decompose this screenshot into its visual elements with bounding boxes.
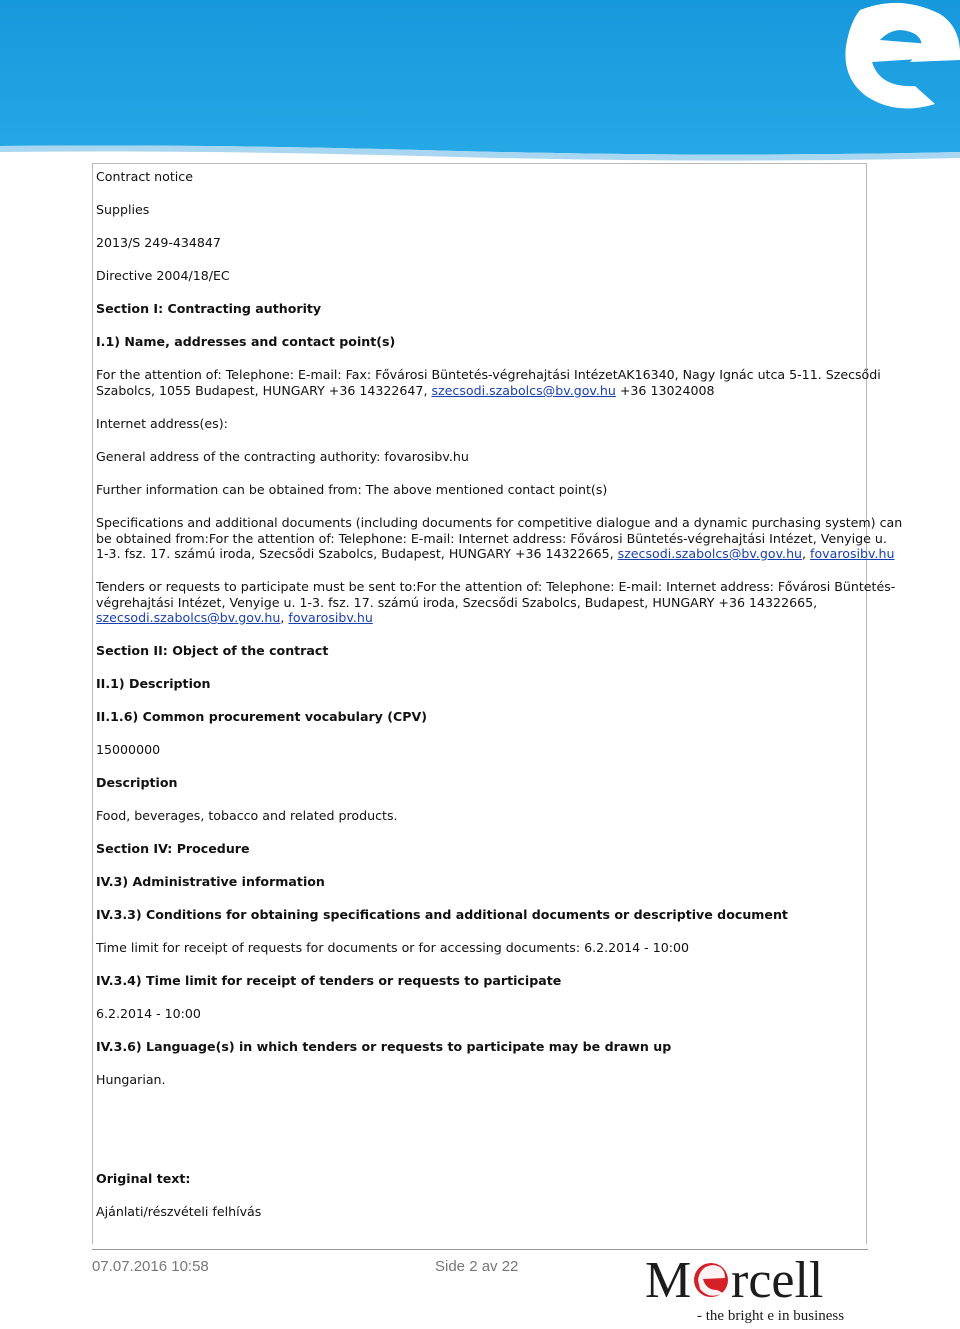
ii16-heading: II.1.6) Common procurement vocabulary (CPV)	[96, 709, 427, 724]
spec-line-3: 1-3. fsz. 17. számú iroda, Szecsődi Szabolcs, Budapest, HUNGARY +36 14322665, szecsodi.szabolcs@bv.gov.hu, fovarosibv.hu	[96, 546, 895, 561]
footer-divider	[92, 1249, 868, 1250]
tenders-line-1: Tenders or requests to participate must be sent to:For the attention of: Telephone: E-mail: Internet address: Fővárosi Büntetés-	[96, 579, 896, 594]
email-link[interactable]: szecsodi.szabolcs@bv.gov.hu	[431, 383, 616, 398]
mercell-wordmark	[645, 1252, 845, 1308]
svg-text:M: M	[645, 1252, 692, 1308]
original-value: Ajánlati/részvételi felhívás	[96, 1204, 262, 1219]
iv3-heading: IV.3) Administrative information	[96, 874, 325, 889]
iv33-heading: IV.3.3) Conditions for obtaining specifications and additional documents or descriptive document	[96, 907, 788, 922]
doc-reference: 2013/S 249-434847	[96, 235, 221, 250]
section-4-heading: Section IV: Procedure	[96, 841, 250, 856]
section-2-heading: Section II: Object of the contract	[96, 643, 329, 658]
document-frame	[92, 163, 867, 1244]
further-info: Further information can be obtained from: The above mentioned contact point(s)	[96, 482, 608, 497]
spec-line-2: be obtained from:For the attention of: Telephone: E-mail: Internet address: Fővárosi Büntetés-végrehajtási Intézet, Venyige u.	[96, 531, 887, 546]
doc-directive: Directive 2004/18/EC	[96, 268, 230, 283]
tenders-line-3: szecsodi.szabolcs@bv.gov.hu, fovarosibv.hu	[96, 610, 373, 625]
general-address: General address of the contracting authority: fovarosibv.hu	[96, 449, 469, 464]
logo-tagline: - the bright e in business	[697, 1308, 845, 1324]
doc-type: Supplies	[96, 202, 150, 217]
description-text: Food, beverages, tobacco and related products.	[96, 808, 398, 823]
attention-line-2: Szabolcs, 1055 Budapest, HUNGARY +36 14322647, szecsodi.szabolcs@bv.gov.hu +36 13024008	[96, 383, 715, 398]
internet-addresses: Internet address(es):	[96, 416, 228, 431]
footer-page-number: Side 2 av 22	[435, 1258, 519, 1275]
section-1-heading: Section I: Contracting authority	[96, 301, 322, 316]
tenders-email-link[interactable]: szecsodi.szabolcs@bv.gov.hu	[96, 610, 281, 625]
spec-email-link[interactable]: szecsodi.szabolcs@bv.gov.hu	[617, 546, 803, 561]
tender-deadline: 6.2.2014 - 10:00	[96, 1006, 201, 1021]
footer-timestamp: 07.07.2016 10:58	[92, 1258, 209, 1275]
original-heading: Original text:	[96, 1171, 191, 1186]
mercell-logo	[645, 1252, 845, 1324]
spec-line-1: Specifications and additional documents (including documents for competitive dialogue and a dynamic purchasing system) can	[96, 515, 903, 530]
spec-site-link[interactable]: fovarosibv.hu	[810, 546, 895, 561]
header-banner	[0, 0, 960, 165]
language: Hungarian.	[96, 1072, 166, 1087]
ii1-heading: II.1) Description	[96, 676, 211, 691]
i1-heading: I.1) Name, addresses and contact point(s)	[96, 334, 396, 349]
tenders-site-link[interactable]: fovarosibv.hu	[288, 610, 373, 625]
time-limit-docs: Time limit for receipt of requests for documents or for accessing documents: 6.2.2014 - 10:00	[96, 940, 690, 955]
cpv-code: 15000000	[96, 742, 161, 757]
iv36-heading: IV.3.6) Language(s) in which tenders or requests to participate may be drawn up	[96, 1039, 672, 1054]
iv34-heading: IV.3.4) Time limit for receipt of tenders or requests to participate	[96, 973, 562, 988]
svg-text:rcell: rcell	[731, 1252, 824, 1308]
doc-title: Contract notice	[96, 169, 193, 184]
attention-line-1: For the attention of: Telephone: E-mail: Fax: Fővárosi Büntetés-végrehajtási IntézetAK16340, Nagy Ignác utca 5-11. Szecsődi	[96, 367, 881, 382]
tenders-line-2: végrehajtási Intézet, Venyige u. 1-3. fsz. 17. számú iroda, Szecsődi Szabolcs, Budapest, HUNGARY +36 14322665,	[96, 595, 818, 610]
description-heading: Description	[96, 775, 178, 790]
